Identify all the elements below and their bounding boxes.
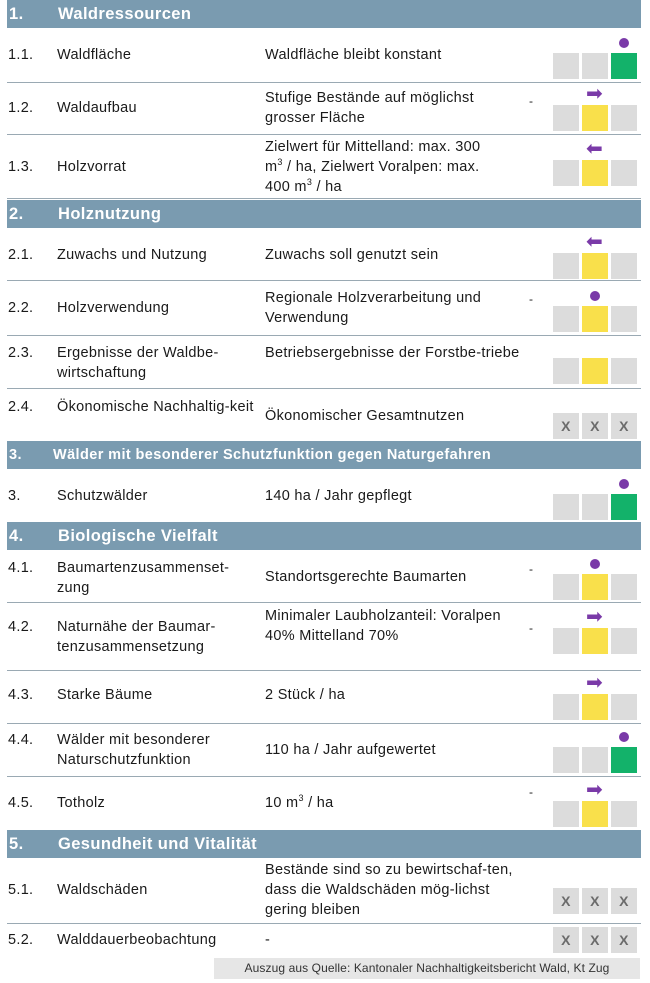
trend-stable-icon [590,559,600,569]
status-cell-green [611,306,637,332]
status-cell-no-data: X [582,888,608,914]
status-cell-yellow [582,253,608,279]
table-row [7,603,641,671]
status-cell-green [611,628,637,654]
goal-text: / ha, Zielwert Voralpen: max. [282,159,480,175]
status-cell-green [611,574,637,600]
status-cell-yellow [582,105,608,131]
status-cell-green [611,253,637,279]
table-row [7,389,641,439]
indicator-name: Zuwachs und Nutzung [57,247,207,263]
status-indicator [553,574,639,600]
goal-text: / ha [303,795,334,811]
status-cell-no-data: X [553,413,579,439]
row-number: 2.1. [8,247,34,263]
indicator-goal: Stufige Bestände auf möglichst grosser Fläche [265,90,474,126]
status-cell-yellow [582,358,608,384]
status-cell-yellow [582,628,608,654]
status-indicator [553,747,639,773]
status-cell-red [553,306,579,332]
indicator-name: Starke Bäume [57,687,153,703]
row-number: 1.1. [8,47,34,63]
status-indicator [553,53,639,79]
trend-right-arrow-icon: ➡ [586,83,604,105]
table-row [7,777,641,830]
section-number: 3. [9,447,22,463]
row-number: 5.2. [8,932,34,948]
status-cell-yellow [582,747,608,773]
trend-right-arrow-icon: ➡ [586,606,604,628]
status-cell-red [553,801,579,827]
status-cell-green [611,694,637,720]
indicator-goal [265,137,527,197]
goal-text: 400 m [265,179,307,195]
status-cell-green [611,358,637,384]
table-row [7,281,641,336]
source-caption: Auszug aus Quelle: Kantonaler Nachhaltigkeitsbericht Wald, Kt Zug [214,958,640,979]
status-cell-yellow [582,494,608,520]
table-row [7,724,641,777]
status-indicator [553,927,639,953]
status-indicator [553,231,639,279]
status-cell-no-data: X [553,927,579,953]
indicator-name: Waldaufbau [57,100,137,116]
status-cell-green [611,160,637,186]
status-cell-no-data: X [611,888,637,914]
status-cell-green [611,53,637,79]
status-indicator [553,494,639,520]
indicator-goal: Bestände sind so zu bewirtschaf-ten, dass die Waldschäden mög-lichst gering bleiben [265,862,513,918]
no-data-dash: - [529,292,534,306]
row-number: 4.1. [8,560,34,576]
status-cell-red [553,628,579,654]
indicator-goal [265,793,527,813]
status-cell-no-data: X [582,413,608,439]
status-indicator [553,413,639,439]
section-number: 2. [9,205,24,223]
indicator-name: Ergebnisse der Waldbe-wirtschaftung [57,345,219,381]
row-number: 5.1. [8,882,34,898]
section-title: Holznutzung [58,205,162,223]
indicator-name: Schutzwälder [57,488,148,504]
indicator-name: Waldschäden [57,882,148,898]
row-number: 2.2. [8,300,34,316]
row-number: 4.3. [8,687,34,703]
no-data-dash: - [529,785,534,799]
indicator-goal: Ökonomischer Gesamtnutzen [265,408,465,424]
row-number: 4.2. [8,619,34,635]
goal-superscript: 3 [277,157,283,168]
section-title: Waldressourcen [58,5,192,23]
status-indicator [553,138,639,186]
indicator-goal: Zuwachs soll genutzt sein [265,247,439,263]
status-indicator [553,306,639,332]
status-cell-red [553,160,579,186]
indicator-goal: Waldfläche bleibt konstant [265,47,442,63]
goal-superscript: 3 [298,793,304,804]
table-row [7,228,641,281]
row-number: 4.4. [8,732,34,748]
status-cell-green [611,801,637,827]
section-header-5 [7,830,641,858]
indicator-goal: 2 Stück / ha [265,687,346,703]
status-cell-red [553,747,579,773]
status-cell-green [611,494,637,520]
row-number: 3. [8,488,21,504]
indicator-goal: Minimaler Laubholzanteil: Voralpen 40% Mittelland 70% [265,608,501,644]
trend-stable-icon [619,732,629,742]
status-cell-yellow [582,160,608,186]
goal-text: m [265,159,278,175]
indicator-name: Totholz [57,795,106,811]
row-number: 4.5. [8,795,34,811]
no-data-dash: - [529,562,534,576]
trend-stable-icon [619,38,629,48]
status-cell-red [553,358,579,384]
goal-text: Zielwert für Mittelland: max. 300 [265,139,481,155]
indicator-name: Waldfläche [57,47,132,63]
goal-superscript: 3 [306,177,313,188]
indicator-name: Holzverwendung [57,300,170,316]
trend-right-arrow-icon: ➡ [586,672,604,694]
table-row [7,83,641,135]
indicator-name: Naturnähe der Baumar-tenzusammensetzung [57,619,216,655]
status-indicator [553,672,639,720]
status-cell-no-data: X [582,927,608,953]
indicator-name: Baumartenzusammenset-zung [57,560,230,596]
trend-left-arrow-icon: ⬅ [586,231,604,253]
trend-left-arrow-icon: ⬅ [586,138,604,160]
section-number: 5. [9,835,24,853]
status-cell-no-data: X [611,927,637,953]
row-number: 1.3. [8,159,34,175]
section-number: 1. [9,5,24,23]
section-header-2 [7,200,641,228]
trend-stable-icon [619,479,629,489]
row-number: 2.3. [8,345,34,361]
indicator-goal: Regionale Holzverarbeitung und Verwendung [265,290,482,326]
table-row [7,671,641,724]
status-cell-yellow [582,306,608,332]
status-cell-yellow [582,53,608,79]
status-cell-no-data: X [553,888,579,914]
indicator-goal: - [265,932,271,948]
no-data-dash: - [529,621,534,635]
trend-stable-icon [590,291,600,301]
table-row [7,550,641,603]
indicator-goal: 140 ha / Jahr gepflegt [265,488,412,504]
indicator-name: Ökonomische Nachhaltig-keit [57,399,254,415]
status-indicator [553,358,639,384]
status-cell-red [553,694,579,720]
section-title: Wälder mit besonderer Schutzfunktion gegen Naturgefahren [53,447,492,463]
table-row [7,28,641,83]
status-indicator [553,888,639,914]
table-row [7,924,641,956]
table-row [7,469,641,521]
section-header-4 [7,522,641,550]
row-number: 2.4. [8,399,34,415]
status-indicator [553,83,639,131]
indicator-name: Holzvorrat [57,159,127,175]
table-row [7,336,641,389]
status-indicator [553,606,639,654]
status-cell-red [553,574,579,600]
section-header-1 [7,0,641,28]
status-indicator [553,779,639,827]
section-header-3 [7,441,641,469]
section-title: Biologische Vielfalt [58,527,218,545]
status-cell-yellow [582,694,608,720]
status-cell-green [611,747,637,773]
indicator-name: Wälder mit besonderer Naturschutzfunktion [57,732,210,768]
row-number: 1.2. [8,100,34,116]
status-cell-red [553,494,579,520]
status-cell-red [553,105,579,131]
status-cell-yellow [582,574,608,600]
table-row [7,858,641,924]
section-number: 4. [9,527,24,545]
status-cell-red [553,253,579,279]
status-cell-yellow [582,801,608,827]
no-data-dash: - [529,94,534,108]
indicator-goal: 110 ha / Jahr aufgewertet [265,742,436,758]
indicator-goal: Betriebsergebnisse der Forstbe-triebe [265,345,520,361]
section-title: Gesundheit und Vitalität [58,835,258,853]
status-cell-no-data: X [611,413,637,439]
status-cell-red [553,53,579,79]
goal-text: / ha [312,179,342,195]
indicator-name: Walddauerbeobachtung [57,932,217,948]
status-cell-green [611,105,637,131]
table-row [7,135,641,199]
goal-text: 10 m [265,795,299,811]
trend-right-arrow-icon: ➡ [586,779,604,801]
indicator-goal: Standortsgerechte Baumarten [265,569,467,585]
